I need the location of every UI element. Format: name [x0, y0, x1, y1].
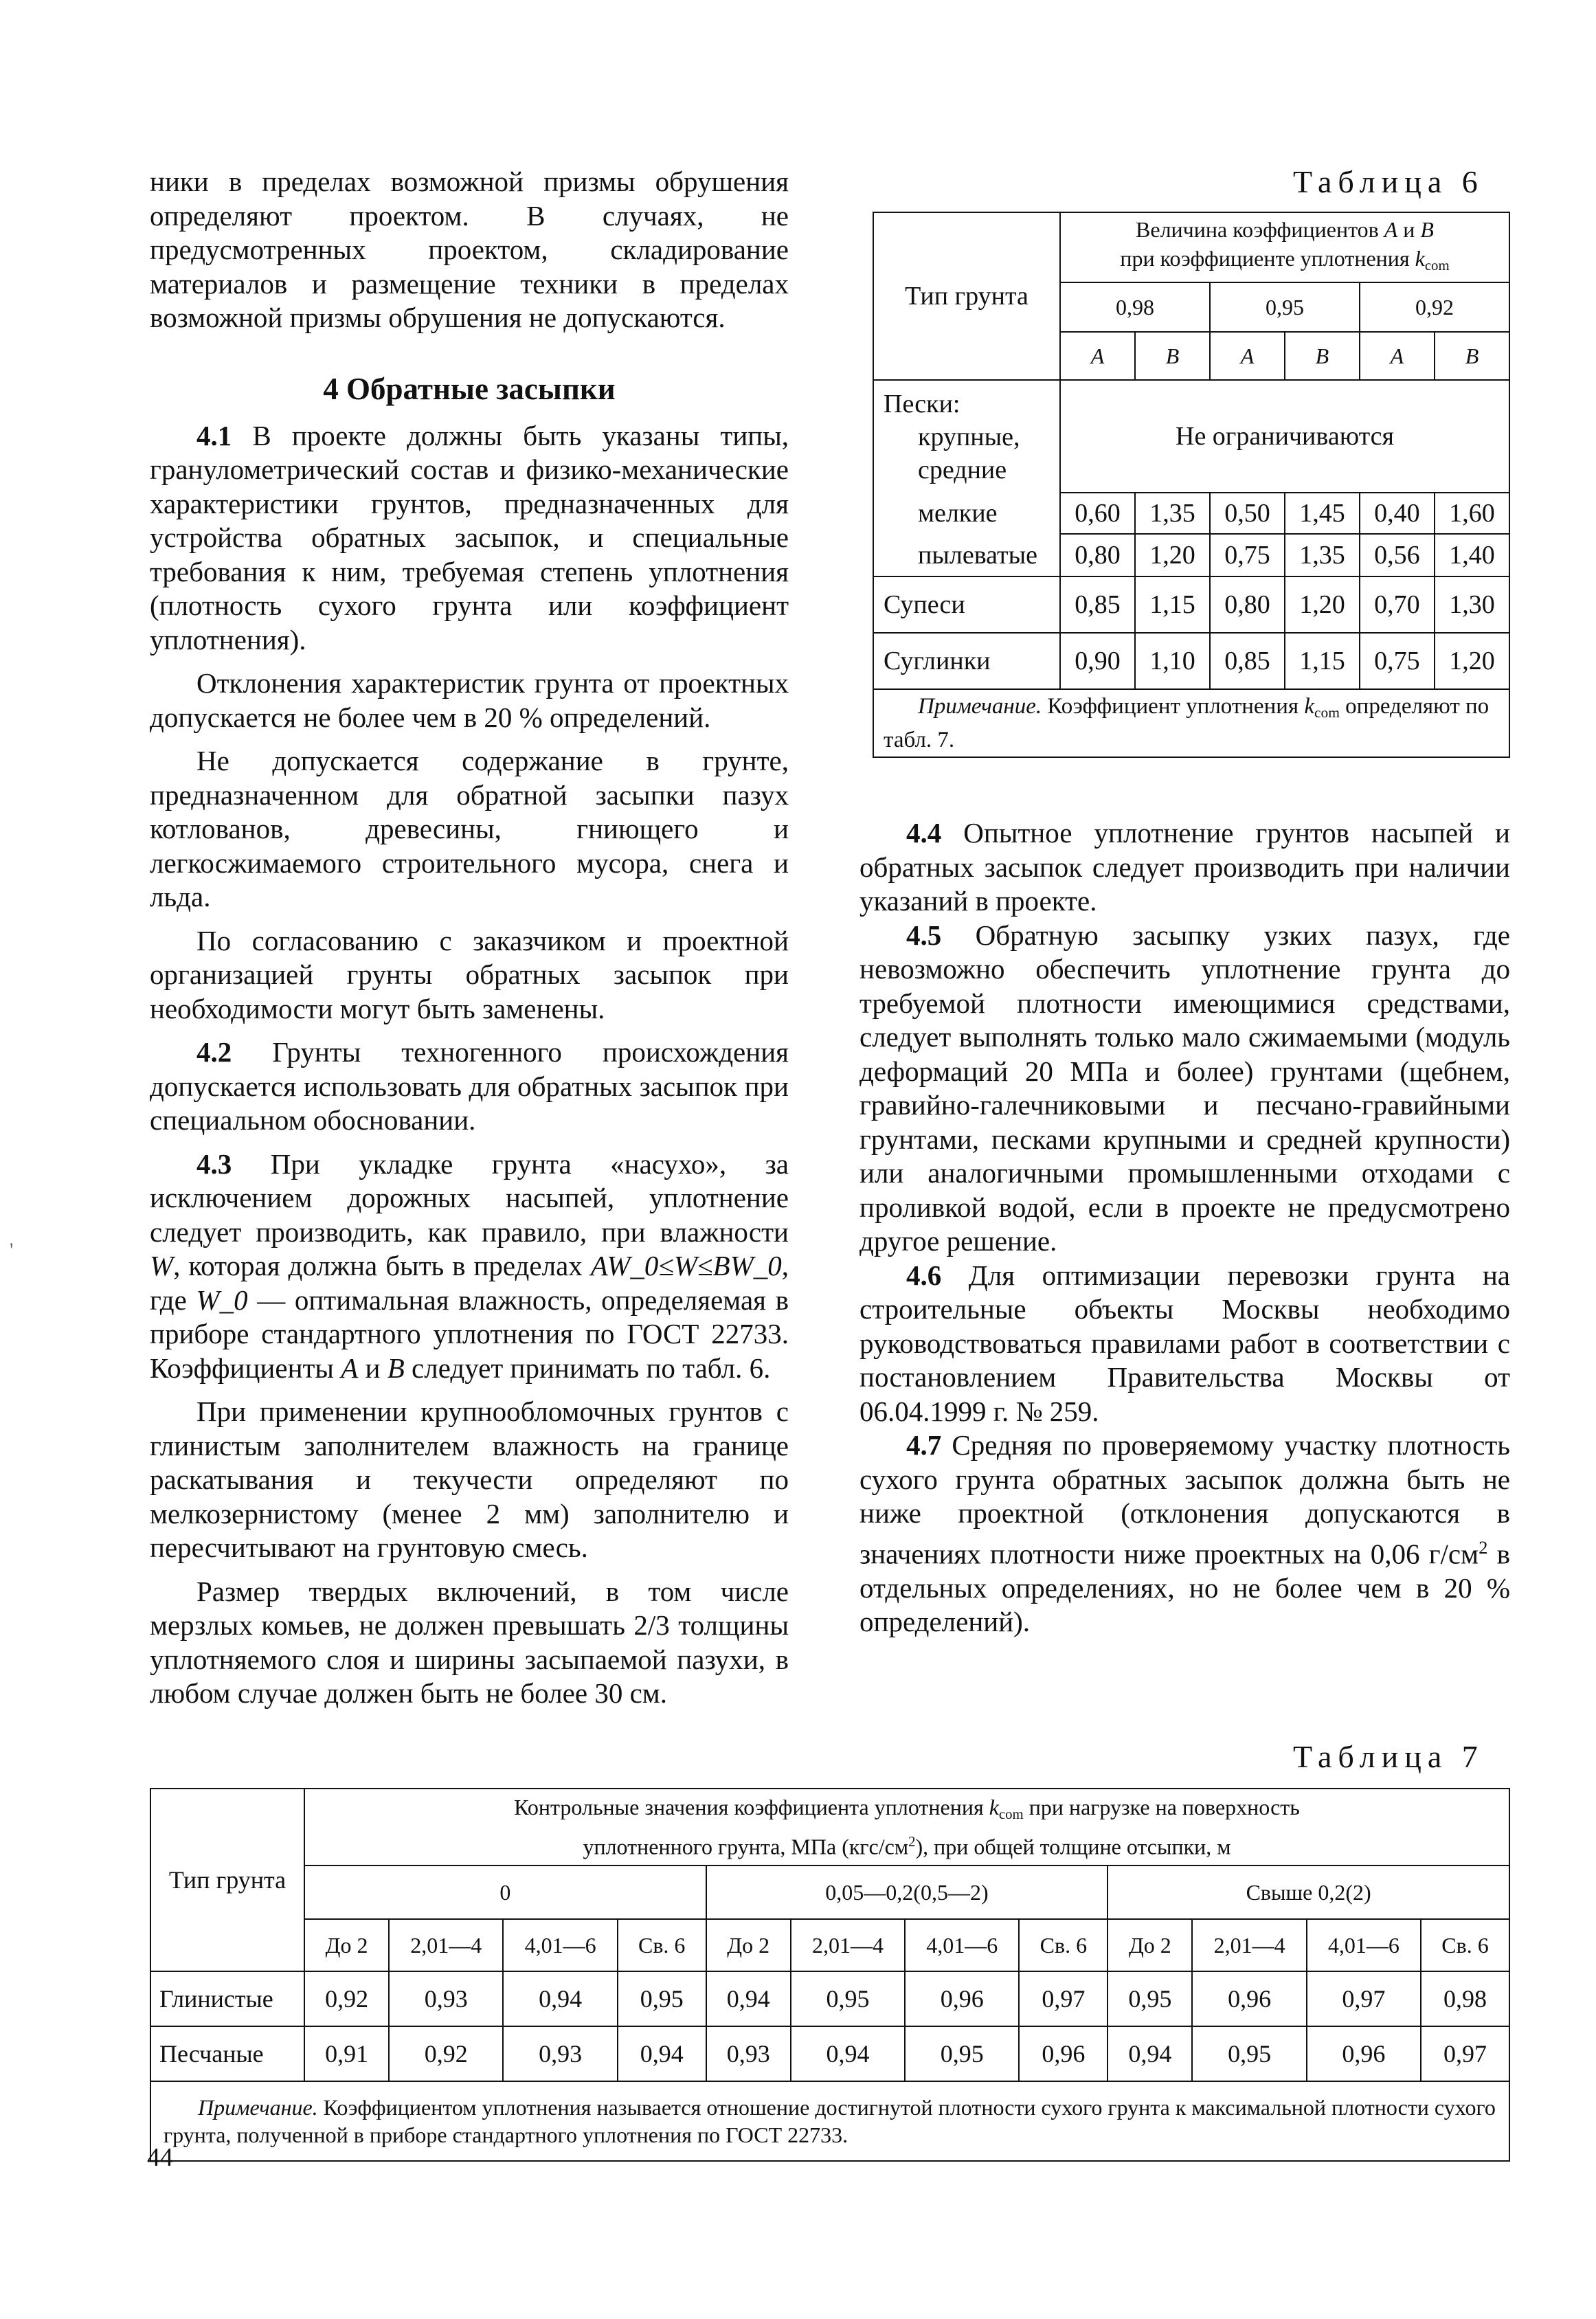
- row-label: Супеси: [873, 576, 1060, 633]
- table-cell: 1,40: [1435, 534, 1509, 576]
- right-text-column: [859, 816, 1510, 1639]
- header-text: и: [1397, 216, 1421, 242]
- table-row: [150, 2026, 1509, 2081]
- clause-text: , которая должна быть в пределах: [173, 1250, 591, 1281]
- var-w0: W_0: [196, 1284, 248, 1316]
- row-label: пылеватые: [873, 534, 1060, 576]
- paragraph-coarse: При применении крупнообломочных грунтов с глинистым заполнителем влажность на границе раскатывания и текучести определяют по мелкозернистому (менее 2 мм) заполнителю и пересчитывают на грунтовую смесь.: [150, 1396, 789, 1563]
- table-cell: 0,93: [389, 1971, 503, 2026]
- table-header-cell: До 2: [304, 1919, 389, 1971]
- table-cell: 1,15: [1135, 576, 1210, 633]
- table-cell: 0,70: [1360, 576, 1435, 633]
- table-header-cell: 4,01—6: [1307, 1919, 1421, 1971]
- table-cell: 0,93: [503, 2026, 617, 2081]
- note-label: Примечание.: [198, 2095, 318, 2120]
- table-cell: 0,96: [1019, 2026, 1108, 2081]
- header-var: k: [989, 1795, 999, 1820]
- table-cell: 0,93: [706, 2026, 791, 2081]
- table-header-cell: 0,95: [1210, 282, 1360, 332]
- header-text: Величина коэффициентов: [1136, 216, 1384, 242]
- table-cell: 0,92: [304, 1971, 389, 2026]
- table-row: [873, 576, 1509, 633]
- table-note: [150, 2081, 1509, 2161]
- table-cell: 1,20: [1135, 534, 1210, 576]
- table-cell: 0,60: [1060, 493, 1135, 534]
- header-var: B: [1165, 344, 1180, 368]
- table-header-cell: 0: [304, 1866, 706, 1919]
- row-label: [873, 380, 1060, 493]
- note-text: определяют по табл. 7.: [884, 694, 1490, 752]
- clause-number: 4.1: [196, 419, 232, 451]
- table-cell: 1,15: [1285, 633, 1360, 689]
- clause-number: 4.5: [906, 919, 942, 951]
- table-header-cell: Св. 6: [1421, 1919, 1509, 1971]
- table-cell: 0,92: [389, 2026, 503, 2081]
- clause-text: и: [358, 1352, 387, 1384]
- table-cell: 0,94: [706, 1971, 791, 2026]
- paragraph-4-7: [859, 1429, 1510, 1639]
- superscript: 2: [908, 1834, 916, 1850]
- moisture-formula: AW_0≤W≤BW_0: [590, 1250, 782, 1281]
- table-row: [873, 493, 1509, 534]
- var-b: B: [387, 1352, 405, 1384]
- header-var: A: [1390, 344, 1404, 368]
- var-w: W: [150, 1250, 174, 1281]
- paragraph-deviation: Отклонения характеристик грунта от проектных допускается не более чем в 20 % определений.: [150, 667, 789, 733]
- table-cell: 0,96: [1192, 1971, 1306, 2026]
- table-7-caption: Таблица 7: [1293, 1739, 1484, 1774]
- table-header-cell: 4,01—6: [503, 1919, 617, 1971]
- paragraph-4-5: [859, 919, 1510, 1259]
- row-label-text: средние: [918, 455, 1007, 484]
- table-6: [873, 212, 1510, 758]
- table-cell: 0,95: [905, 2026, 1019, 2081]
- table-cell: 0,95: [1192, 2026, 1306, 2081]
- header-var: A: [1384, 216, 1398, 242]
- table-header-cell: Тип грунта: [150, 1789, 304, 1971]
- table-header-cell: 2,01—4: [1192, 1919, 1306, 1971]
- header-var: A: [1090, 344, 1105, 368]
- table-row: [873, 633, 1509, 689]
- table-cell: 0,94: [791, 2026, 905, 2081]
- clause-text: При укладке грунта «насухо», за исключением дорожных насыпей, уплотнение следует производить, как правило, при влажности: [150, 1147, 789, 1248]
- subscript: com: [1424, 257, 1450, 273]
- table-header-cell: [1360, 332, 1435, 380]
- left-text-column: [150, 165, 789, 1711]
- row-label: Глинистые: [150, 1971, 304, 2026]
- clause-number: 4.3: [196, 1147, 232, 1180]
- section-title: 4 Обратные засыпки: [323, 371, 616, 406]
- row-label-text: крупные,: [918, 422, 1020, 451]
- header-var: B: [1420, 216, 1434, 242]
- table-cell: 0,96: [905, 1971, 1019, 2026]
- table-header-cell: [1060, 332, 1135, 380]
- table-header-cell: [1210, 332, 1285, 380]
- paragraph-4-2: [150, 1035, 789, 1138]
- table-cell: 1,35: [1285, 534, 1360, 576]
- paragraph-4-3: [150, 1147, 789, 1386]
- table-header-cell: Тип грунта: [873, 212, 1060, 380]
- row-label: Суглинки: [873, 633, 1060, 689]
- header-text: при коэффициенте уплотнения: [1120, 245, 1415, 271]
- table-cell: 0,85: [1060, 576, 1135, 633]
- table-cell: 0,75: [1210, 534, 1285, 576]
- clause-number: 4.6: [906, 1259, 942, 1291]
- clause-number: 4.2: [196, 1036, 232, 1068]
- edge-mark: ': [10, 1239, 14, 1262]
- table-note: [873, 689, 1509, 757]
- table-header-cell: 4,01—6: [905, 1919, 1019, 1971]
- clause-text: следует принимать по табл. 6.: [404, 1352, 771, 1384]
- table-header-cell: 0,92: [1360, 282, 1509, 332]
- clause-text: Опытное уплотнение грунтов насыпей и обратных засыпок следует производить при наличии указаний в проекте.: [859, 817, 1510, 917]
- table-cell: 1,20: [1285, 576, 1360, 633]
- table-cell: 0,90: [1060, 633, 1135, 689]
- table-header-cell: 2,01—4: [791, 1919, 905, 1971]
- clause-text: Средняя по проверяемому участку плотность сухого грунта обратных засыпок должна быть не ниже проектной (отклонения допускаются в значениях плотности ниже проектных на 0,06 г/см: [859, 1429, 1510, 1570]
- header-text: ), при общей толщине отсыпки, м: [915, 1834, 1231, 1859]
- table-header-cell: [1285, 332, 1360, 380]
- subscript: com: [1314, 704, 1340, 721]
- table-cell: 0,85: [1210, 633, 1285, 689]
- table-row: [873, 380, 1509, 493]
- table-cell: 1,45: [1285, 493, 1360, 534]
- table-header-cell: 0,05—0,2(0,5—2): [706, 1866, 1108, 1919]
- header-text: при нагрузке на поверхность: [1023, 1795, 1300, 1820]
- row-label: мелкие: [873, 493, 1060, 534]
- note-text: Коэффициентом уплотнения называется отношение достигнутой плотности сухого грунта к максимальной плотности сухого грунта, полученной в приборе стандартного уплотнения по ГОСТ 22733.: [164, 2095, 1496, 2147]
- header-var: A: [1240, 344, 1255, 368]
- table-cell: 0,95: [791, 1971, 905, 2026]
- table-header-cell: До 2: [706, 1919, 791, 1971]
- page-number: 44: [147, 2143, 173, 2172]
- table-cell: 0,98: [1421, 1971, 1509, 2026]
- table-6-caption: Таблица 6: [1293, 164, 1484, 199]
- table-cell: 0,50: [1210, 493, 1285, 534]
- clause-text: В проекте должны быть указаны типы, гранулометрический состав и физико-механические характеристики грунтов, предназначенных для устройства обратных засыпок, и специальные требования к ним, требуемая степень уплотнения (плотность сухого грунта или коэффициент уплотнения).: [150, 419, 789, 656]
- table-row: [873, 534, 1509, 576]
- var-a: A: [341, 1352, 359, 1384]
- clause-text: Обратную засыпку узких пазух, где невозможно обеспечить уплотнение грунта до требуемой плотности имеющимися средствами, следует выполнять только мало сжимаемыми (модуль деформаций 20 МПа и более) грунтами (щебнем, гравийно-галечниковыми и песчано-гравийными грунтами, песками крупными и средней крупности) или аналогичными промышленными отходами с проливкой водой, если в проекте не предусмотрено другое решение.: [859, 919, 1510, 1257]
- table-row: [150, 1971, 1509, 2026]
- table-cell: 0,96: [1307, 2026, 1421, 2081]
- note-label: Примечание.: [918, 694, 1042, 719]
- table-cell: 0,94: [618, 2026, 706, 2081]
- clause-number: 4.4: [906, 817, 942, 849]
- table-cell: 1,20: [1435, 633, 1509, 689]
- table-cell: 0,80: [1210, 576, 1285, 633]
- note-var: k: [1304, 694, 1314, 719]
- table-header-cell: [1060, 212, 1509, 282]
- clause-text: в отдельных определениях, но не более чем в 20 % определений).: [859, 1538, 1510, 1638]
- paragraph-not-allowed: Не допускается содержание в грунте, предназначенном для обратной засыпки пазух котлованов, древесины, гниющего и легкосжимаемого строительного мусора, снега и льда.: [150, 745, 789, 912]
- table-cell: 0,97: [1307, 1971, 1421, 2026]
- header-var: B: [1315, 344, 1329, 368]
- table-header-cell: [1435, 332, 1509, 380]
- table-cell: 0,40: [1360, 493, 1435, 534]
- note-text: Коэффициент уплотнения: [1042, 694, 1305, 719]
- table-header-cell: Св. 6: [618, 1919, 706, 1971]
- clause-text: Для оптимизации перевозки грунта на строительные объекты Москвы необходимо руководствоваться правилами работ в соответствии с постановлением Правительства Москвы от 06.04.1999 г. № 259.: [859, 1259, 1510, 1427]
- header-text: уплотненного грунта, МПа (кгс/см: [583, 1834, 909, 1859]
- table-cell: 0,56: [1360, 534, 1435, 576]
- table-header-cell: 2,01—4: [389, 1919, 503, 1971]
- paragraph-inclusions: Размер твердых включений, в том числе мерзлых комьев, не должен превышать 2/3 толщины уплотняемого слоя и ширины засыпаемой пазухи, в любом случае должен быть не более 30 см.: [150, 1575, 789, 1709]
- table-header-cell: [1135, 332, 1210, 380]
- table-cell: Не ограничиваются: [1060, 380, 1509, 493]
- clause-text: , где: [150, 1250, 789, 1316]
- paragraph-agreement: По согласованию с заказчиком и проектной организацией грунты обратных засыпок при необходимости могут быть заменены.: [150, 924, 789, 1024]
- paragraph-continuation: ники в пределах возможной призмы обрушения определяют проектом. В случаях, не предусмотренных проектом, складирование материалов и размещение техники в пределах возможной призмы обрушения не допускаются.: [150, 166, 789, 333]
- clause-number: 4.7: [906, 1429, 942, 1461]
- clause-text: Грунты техногенного происхождения допускается использовать для обратных засыпок при специальном обосновании.: [150, 1036, 789, 1136]
- table-cell: 0,97: [1019, 1971, 1108, 2026]
- table-cell: 0,97: [1421, 2026, 1509, 2081]
- table-header-cell: Св. 6: [1019, 1919, 1108, 1971]
- table-header-cell: До 2: [1108, 1919, 1192, 1971]
- table-7: [150, 1788, 1510, 2162]
- table-cell: 1,30: [1435, 576, 1509, 633]
- row-label-text: Пески:: [884, 389, 960, 418]
- header-text: Контрольные значения коэффициента уплотнения: [514, 1795, 989, 1820]
- paragraph-4-6: [859, 1259, 1510, 1429]
- table-cell: 0,94: [1108, 2026, 1192, 2081]
- paragraph-4-1: [150, 419, 789, 658]
- header-var: k: [1415, 245, 1425, 271]
- paragraph-4-4: [859, 816, 1510, 919]
- table-cell: 1,60: [1435, 493, 1509, 534]
- table-cell: 0,94: [503, 1971, 617, 2026]
- table-cell: 0,75: [1360, 633, 1435, 689]
- table-cell: 0,80: [1060, 534, 1135, 576]
- table-cell: 1,35: [1135, 493, 1210, 534]
- table-header-cell: [304, 1789, 1509, 1866]
- superscript: 2: [1479, 1536, 1488, 1558]
- row-label: Песчаные: [150, 2026, 304, 2081]
- header-var: B: [1465, 344, 1479, 368]
- table-header-cell: Свыше 0,2(2): [1108, 1866, 1509, 1919]
- table-cell: 0,95: [1108, 1971, 1192, 2026]
- table-cell: 0,91: [304, 2026, 389, 2081]
- clause-text: — оптимальная влажность, определяемая в приборе стандартного уплотнения по ГОСТ 22733. Коэффициенты: [150, 1284, 789, 1384]
- subscript: com: [998, 1806, 1024, 1823]
- table-cell: 0,95: [618, 1971, 706, 2026]
- table-header-cell: 0,98: [1060, 282, 1210, 332]
- table-cell: 1,10: [1135, 633, 1210, 689]
